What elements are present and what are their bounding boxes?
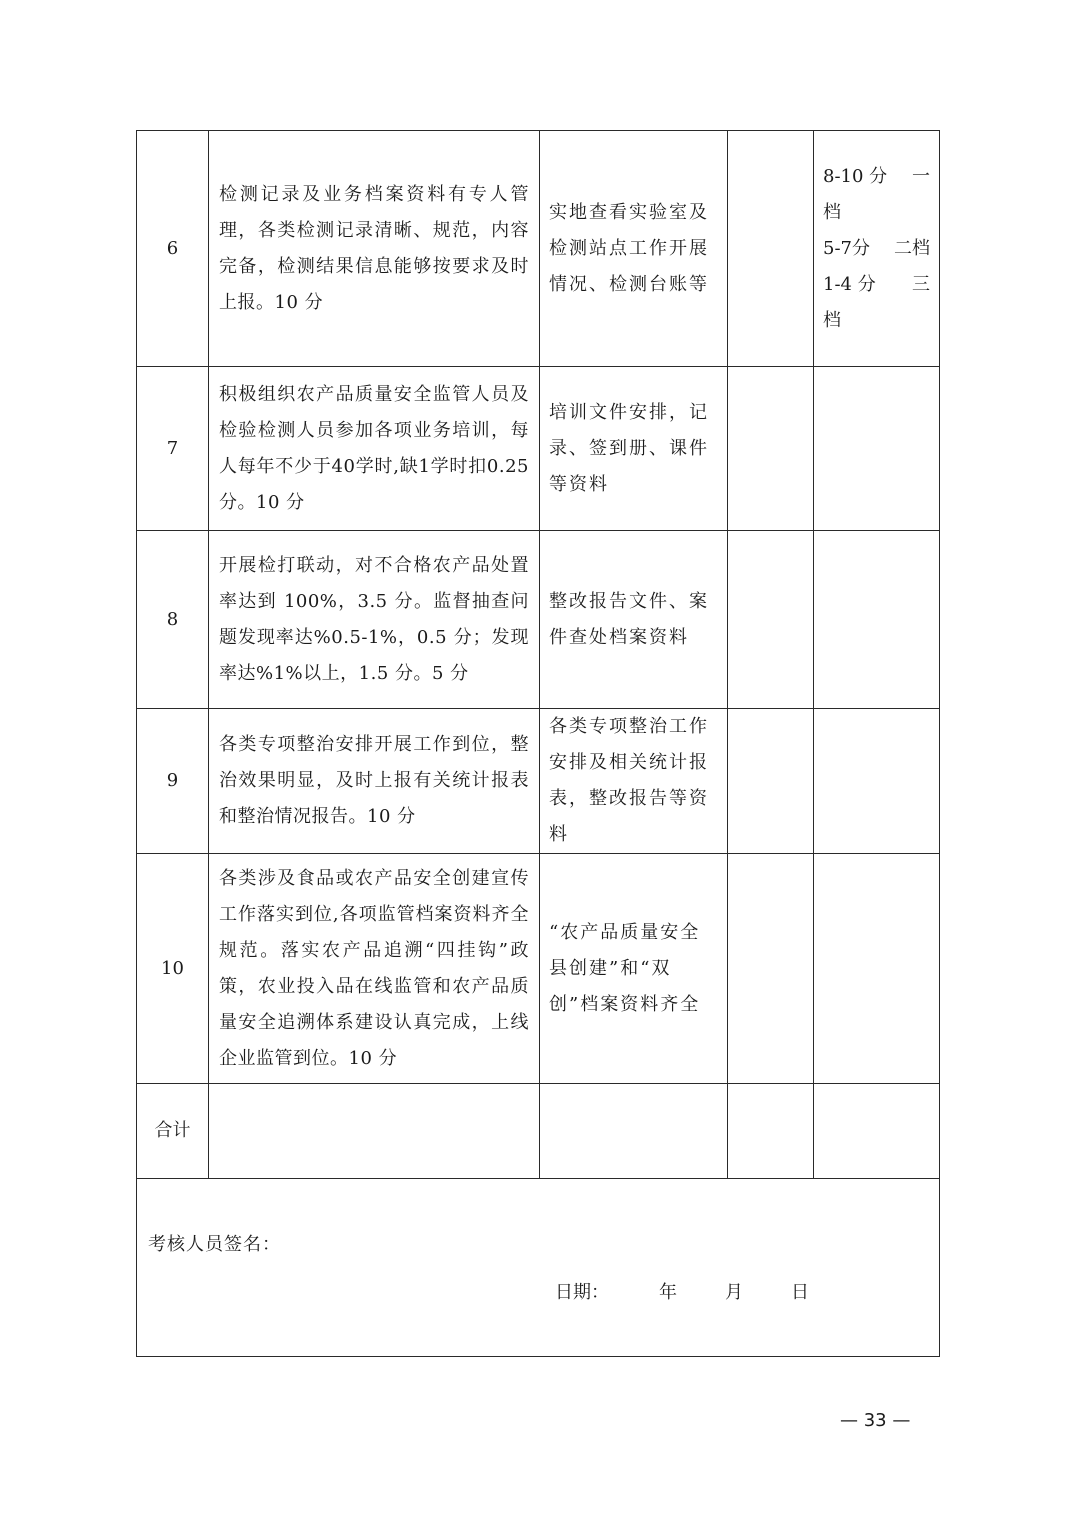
assessment-standard: 开展检打联动，对不合格农产品处置率达到 100%，3.5 分。监督抽查问题发现率达%0.5-1%，0.5 分；发现率达%1%以上，1.5 分。5 分 <box>209 531 540 709</box>
row-number: 9 <box>137 709 209 854</box>
table-row <box>137 854 940 1084</box>
assessment-method: 实地查看实验室及检测站点工作开展情况、检测台账等 <box>540 131 728 367</box>
grade-line: 档 <box>823 201 841 223</box>
total-cell <box>728 1084 814 1179</box>
grade-cell <box>814 367 940 531</box>
assessment-method: “农产品质量安全县创建”和“双创”档案资料齐全 <box>540 854 728 1084</box>
table-row <box>137 367 940 531</box>
total-row <box>137 1084 940 1179</box>
score-cell <box>728 367 814 531</box>
score-cell <box>728 709 814 854</box>
assessment-standard: 积极组织农产品质量安全监管人员及检验检测人员参加各项业务培训，每人每年不少于40学时,缺1学时扣0.25分。10 分 <box>209 367 540 531</box>
table-row <box>137 131 940 367</box>
total-label: 合计 <box>137 1084 209 1179</box>
table-row <box>137 531 940 709</box>
assessment-standard: 检测记录及业务档案资料有专人管理，各类检测记录清晰、规范，内容完备，检测结果信息能够按要求及时上报。10 分 <box>209 131 540 367</box>
total-cell <box>814 1084 940 1179</box>
total-cell <box>209 1084 540 1179</box>
page-number: — 33 — <box>840 1410 911 1431</box>
date-label: 日期： <box>555 1282 609 1303</box>
grade-cell <box>814 709 940 854</box>
signature-label: 考核人员签名： <box>148 1234 281 1255</box>
grade-line: 1-4 分 三 <box>823 273 930 295</box>
grade-line: 5-7分 二档 <box>823 237 930 259</box>
grade-line: 8-10 分 一 <box>823 165 930 187</box>
grade-cell <box>814 131 940 367</box>
row-number: 7 <box>137 367 209 531</box>
assessment-rows <box>137 131 940 1357</box>
score-cell <box>728 531 814 709</box>
score-cell <box>728 854 814 1084</box>
assessment-method: 培训文件安排，记录、签到册、课件等资料 <box>540 367 728 531</box>
assessment-table <box>136 130 940 1357</box>
signature-cell <box>137 1179 940 1357</box>
date-line <box>555 1278 809 1304</box>
grade-cell <box>814 531 940 709</box>
total-cell <box>540 1084 728 1179</box>
date-year: 年 <box>659 1282 677 1303</box>
row-number: 8 <box>137 531 209 709</box>
grade-line: 档 <box>823 309 841 331</box>
grade-cell <box>814 854 940 1084</box>
table-row <box>137 709 940 854</box>
row-number: 6 <box>137 131 209 367</box>
date-month: 月 <box>725 1282 743 1303</box>
row-number: 10 <box>137 854 209 1084</box>
signature-row <box>137 1179 940 1357</box>
assessment-method: 各类专项整治工作安排及相关统计报表，整改报告等资料 <box>540 709 728 854</box>
score-cell <box>728 131 814 367</box>
assessment-standard: 各类专项整治安排开展工作到位，整治效果明显，及时上报有关统计报表和整治情况报告。10 分 <box>209 709 540 854</box>
date-day: 日 <box>791 1282 809 1303</box>
assessment-method: 整改报告文件、案件查处档案资料 <box>540 531 728 709</box>
assessment-standard: 各类涉及食品或农产品安全创建宣传工作落实到位,各项监管档案资料齐全规范。落实农产品追溯“四挂钩”政策，农业投入品在线监管和农产品质量安全追溯体系建设认真完成，上线企业监管到位。10 分 <box>209 854 540 1084</box>
